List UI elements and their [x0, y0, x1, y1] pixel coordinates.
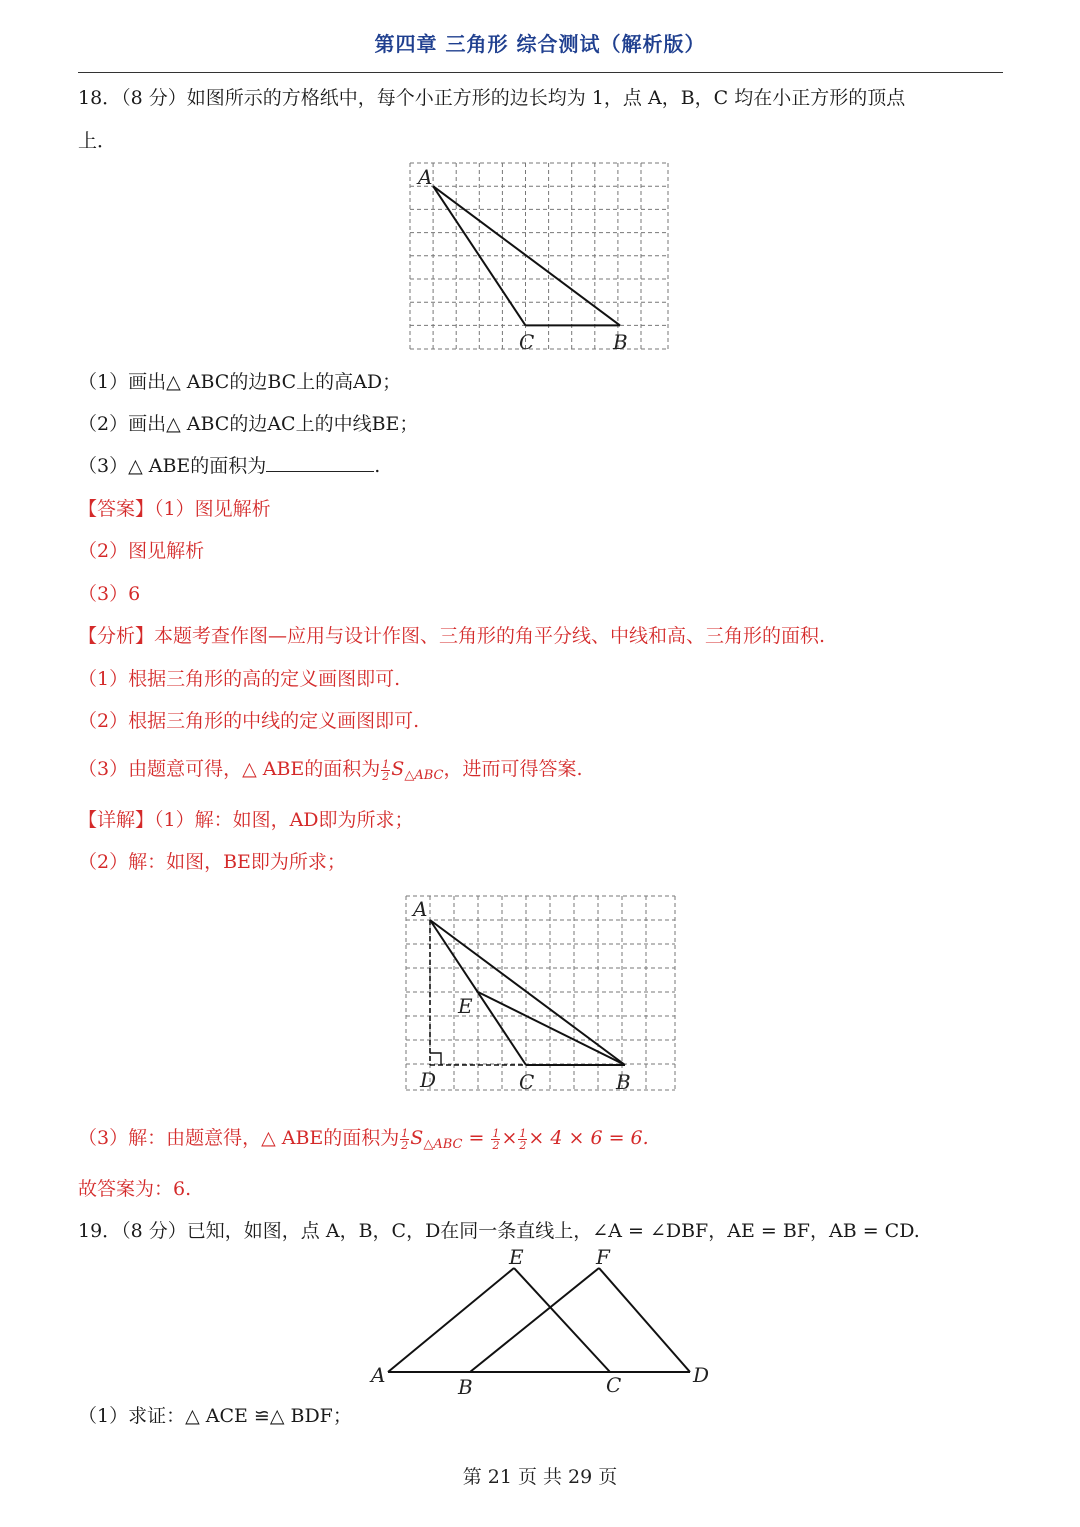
area-symbol: S — [391, 758, 405, 780]
label-f: F — [596, 1245, 610, 1269]
q18-detail-3 — [78, 1124, 649, 1159]
q18-part3-text: （3）△ ABE的面积为 — [78, 455, 267, 477]
label-b: B — [613, 330, 628, 354]
label-c: C — [606, 1373, 622, 1397]
fraction-numerator: 1 — [382, 757, 390, 771]
detail-3-tail: × 4 × 6 = 6. — [528, 1127, 649, 1149]
fraction-half — [400, 1128, 409, 1151]
label-e: E — [509, 1245, 524, 1269]
fraction-numerator: 1 — [492, 1126, 500, 1140]
q19-figure — [366, 1244, 716, 1400]
q18-detail-4: 故答案为：6. — [78, 1178, 192, 1200]
label-a: A — [418, 165, 433, 189]
fraction-denominator: 2 — [519, 1138, 527, 1152]
label-a: A — [413, 897, 428, 921]
q18-analysis-4 — [78, 755, 583, 790]
q18-answer-3: （3）6 — [78, 583, 141, 605]
q18-detail-1: 【详解】（1）解：如图，AD即为所求； — [78, 809, 414, 831]
page-footer: 第 21 页 共 29 页 — [462, 1466, 618, 1488]
q19-stem: 19．（8 分）已知，如图，点 A，B，C，D在同一条直线上，∠A = ∠DBF，AE = BF，AB = CD. — [78, 1220, 920, 1242]
q18-answer-1: 【答案】（1）图见解析 — [78, 498, 271, 520]
area-symbol: S — [410, 1127, 424, 1149]
fraction-half — [381, 759, 390, 782]
analysis-4-pre: （3）由题意可得，△ ABE的面积为 — [78, 758, 381, 780]
segment-bf — [470, 1268, 599, 1372]
q18-analysis-3: （2）根据三角形的中线的定义画图即可. — [78, 710, 420, 732]
fraction-half — [491, 1128, 500, 1151]
area-subscript: △ABC — [423, 1137, 463, 1152]
page-header-title: 第四章 三角形 综合测试（解析版） — [374, 32, 706, 56]
q18-part2-text: （2）画出△ ABC的边AC上的中线BE； — [78, 413, 419, 435]
answer-blank — [266, 453, 374, 472]
fraction-numerator: 1 — [519, 1126, 527, 1140]
q18-stem-line1: 18．（8 分）如图所示的方格纸中，每个小正方形的边长均为 1，点 A，B，C 均在小正方形的顶点 — [78, 87, 906, 109]
label-b: B — [616, 1070, 631, 1094]
segment-fd — [599, 1268, 690, 1372]
q18-part3-end: . — [374, 455, 381, 477]
q18-figure-grid-triangle — [410, 163, 670, 353]
fraction-denominator: 2 — [401, 1138, 409, 1152]
q18-part1: （1）画出△ ABC的边BC上的高AD； — [78, 371, 402, 393]
q18-stem-line2: 上． — [78, 130, 117, 152]
label-c: C — [519, 1070, 535, 1094]
label-a: A — [371, 1363, 386, 1387]
label-c: C — [519, 330, 535, 354]
q18-detail-2: （2）解：如图，BE即为所求； — [78, 851, 346, 873]
fraction-numerator: 1 — [401, 1126, 409, 1140]
area-subscript: △ABC — [404, 768, 444, 783]
fraction-half — [518, 1128, 527, 1151]
q18-figure-solution — [406, 896, 678, 1092]
equals-sign: = — [462, 1127, 491, 1149]
label-e: E — [458, 994, 473, 1018]
fraction-denominator: 2 — [492, 1138, 500, 1152]
right-angle-mark — [430, 1053, 441, 1065]
label-d: D — [693, 1363, 710, 1387]
q18-analysis-1: 【分析】本题考查作图—应用与设计作图、三角形的角平分线、中线和高、三角形的面积. — [78, 625, 826, 647]
q19-part1: （1）求证：△ ACE ≌△ BDF； — [78, 1405, 352, 1427]
segment-be — [478, 992, 625, 1065]
label-b: B — [458, 1375, 473, 1399]
times-sign: × — [501, 1127, 518, 1149]
fraction-denominator: 2 — [382, 769, 390, 783]
q18-answer-2: （2）图见解析 — [78, 540, 205, 562]
q18-analysis-2: （1）根据三角形的高的定义画图即可. — [78, 668, 401, 690]
segment-ae — [388, 1268, 514, 1372]
header-rule — [78, 72, 1003, 73]
detail-3-pre: （3）解：由题意得，△ ABE的面积为 — [78, 1127, 400, 1149]
analysis-4-post: ，进而可得答案. — [443, 758, 583, 780]
label-d: D — [420, 1068, 437, 1092]
segment-ec — [514, 1268, 610, 1372]
q18-part3 — [78, 452, 380, 480]
